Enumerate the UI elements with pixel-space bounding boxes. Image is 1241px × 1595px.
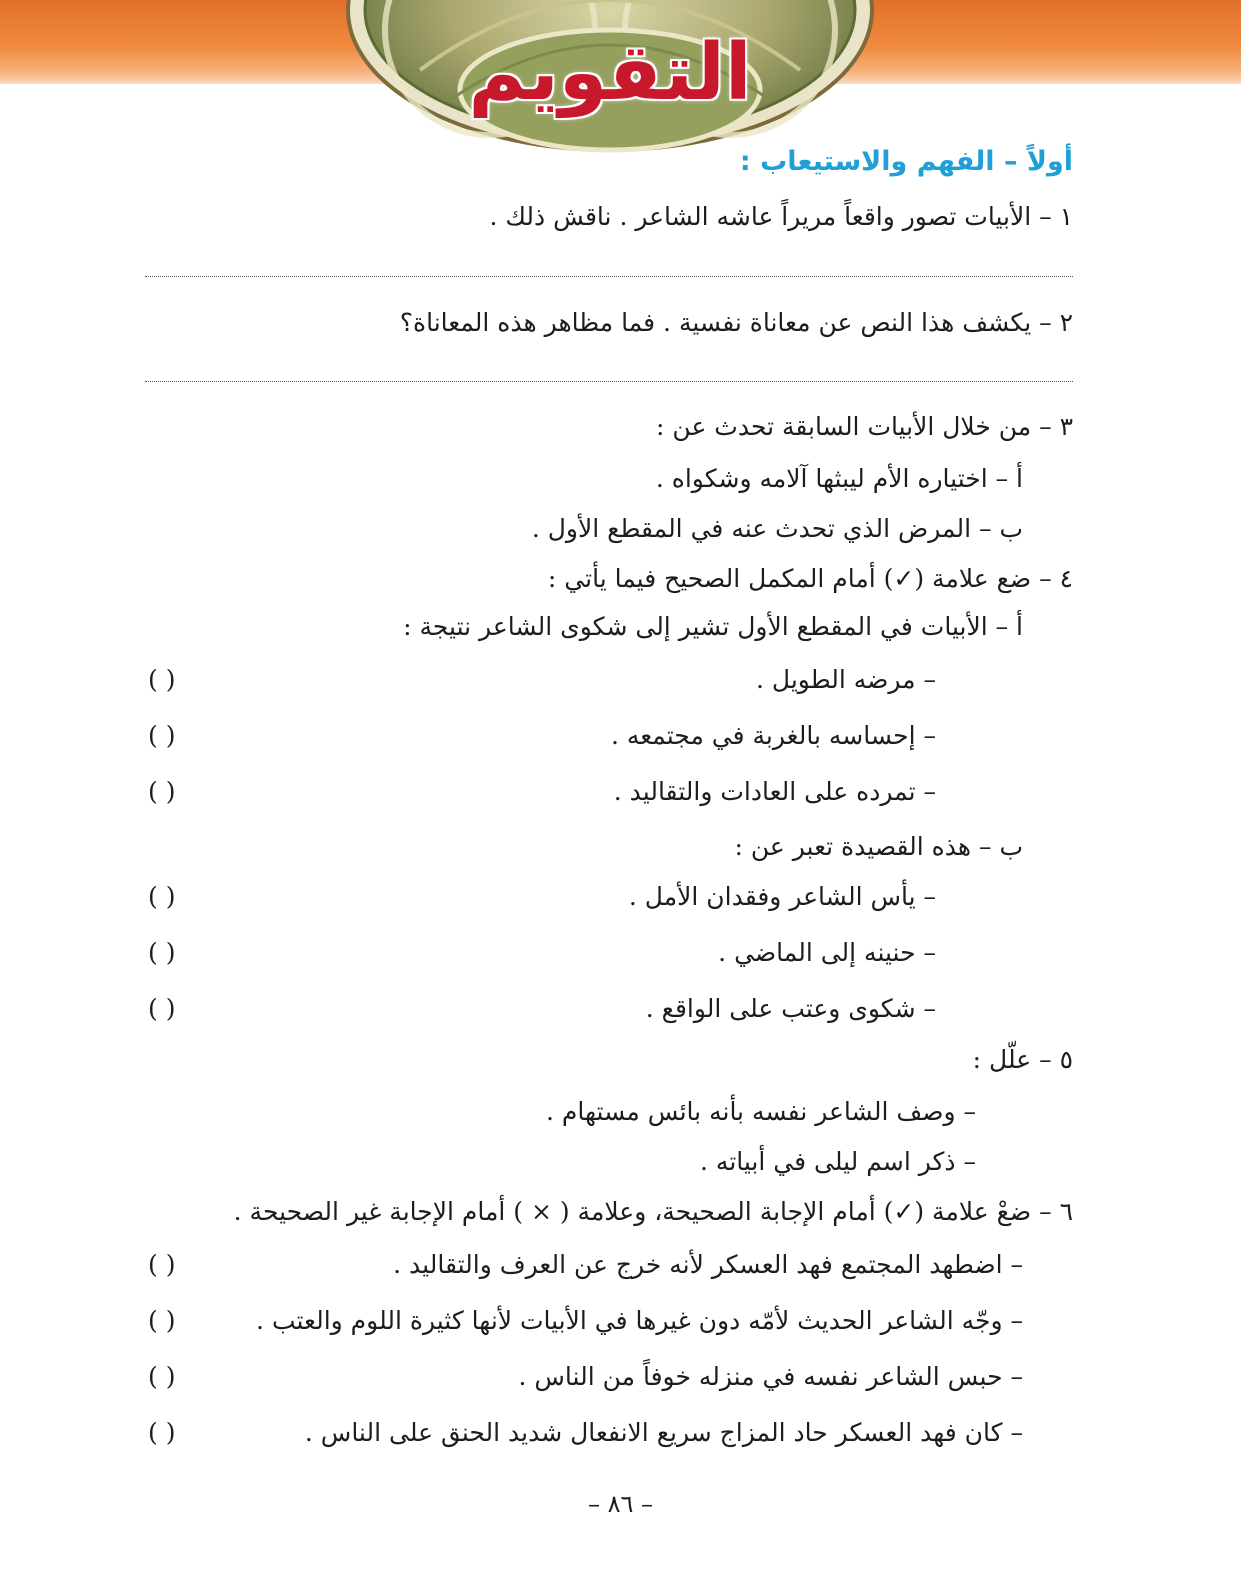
q4b-option-2: – حنينه إلى الماضي . — [718, 938, 936, 967]
answer-line-1[interactable] — [145, 276, 1073, 277]
q6-statement-2: – وجّه الشاعر الحديث لأمّه دون غيرها في الأبيات لأنها كثيرة اللوم والعتب . — [256, 1306, 1023, 1335]
q6-answer-box-4[interactable]: ( ) — [148, 1418, 176, 1447]
q6-statement-1: – اضطهد المجتمع فهد العسكر لأنه خرج عن العرف والتقاليد . — [393, 1250, 1023, 1279]
q6-answer-box-2[interactable]: ( ) — [148, 1306, 176, 1335]
q4a-answer-box-3[interactable]: ( ) — [148, 777, 176, 806]
q4b-answer-box-2[interactable]: ( ) — [148, 938, 176, 967]
q6-answer-box-1[interactable]: ( ) — [148, 1250, 176, 1279]
q4b-option-3: – شكوى وعتب على الواقع . — [645, 994, 936, 1023]
question-4-part-b: ب – هذه القصيدة تعبر عن : — [734, 832, 1023, 861]
page-title: التقويم — [468, 28, 752, 118]
question-5-item-2: – ذكر اسم ليلى في أبياته . — [700, 1147, 976, 1176]
question-1: ١ – الأبيات تصور واقعاً مريراً عاشه الشاعر . ناقش ذلك . — [489, 202, 1073, 231]
question-3-item-a: أ – اختياره الأم ليبثها آلامه وشكواه . — [655, 464, 1023, 493]
question-3-stem: ٣ – من خلال الأبيات السابقة تحدث عن : — [656, 412, 1073, 441]
q4a-answer-box-1[interactable]: ( ) — [148, 665, 176, 694]
question-4-part-a: أ – الأبيات في المقطع الأول تشير إلى شكوى الشاعر نتيجة : — [403, 612, 1023, 641]
question-5-item-1: – وصف الشاعر نفسه بأنه بائس مستهام . — [546, 1097, 976, 1126]
q4a-option-3: – تمرده على العادات والتقاليد . — [613, 777, 936, 806]
question-5-stem: ٥ – علّل : — [972, 1045, 1073, 1074]
q4b-answer-box-1[interactable]: ( ) — [148, 882, 176, 911]
q6-answer-box-3[interactable]: ( ) — [148, 1362, 176, 1391]
question-6-stem: ٦ – ضعْ علامة (✓) أمام الإجابة الصحيحة، وعلامة ( × ) أمام الإجابة غير الصحيحة . — [233, 1197, 1073, 1226]
q6-statement-4: – كان فهد العسكر حاد المزاج سريع الانفعال شديد الحنق على الناس . — [304, 1418, 1023, 1447]
section-title: أولاً – الفهم والاستيعاب : — [739, 146, 1073, 177]
q4b-option-1: – يأس الشاعر وفقدان الأمل . — [628, 882, 936, 911]
page-number: – ٨٦ – — [587, 1490, 654, 1518]
q4a-answer-box-2[interactable]: ( ) — [148, 721, 176, 750]
q4a-option-2: – إحساسه بالغربة في مجتمعه . — [610, 721, 936, 750]
q6-statement-3: – حبس الشاعر نفسه في منزله خوفاً من الناس . — [518, 1362, 1023, 1391]
q4b-answer-box-3[interactable]: ( ) — [148, 994, 176, 1023]
q4a-option-1: – مرضه الطويل . — [756, 665, 936, 694]
question-4-stem: ٤ – ضع علامة (✓) أمام المكمل الصحيح فيما يأتي : — [547, 564, 1073, 593]
question-2: ٢ – يكشف هذا النص عن معاناة نفسية . فما مظاهر هذه المعاناة؟ — [399, 308, 1073, 337]
answer-line-2[interactable] — [145, 381, 1073, 382]
question-3-item-b: ب – المرض الذي تحدث عنه في المقطع الأول . — [531, 514, 1023, 543]
